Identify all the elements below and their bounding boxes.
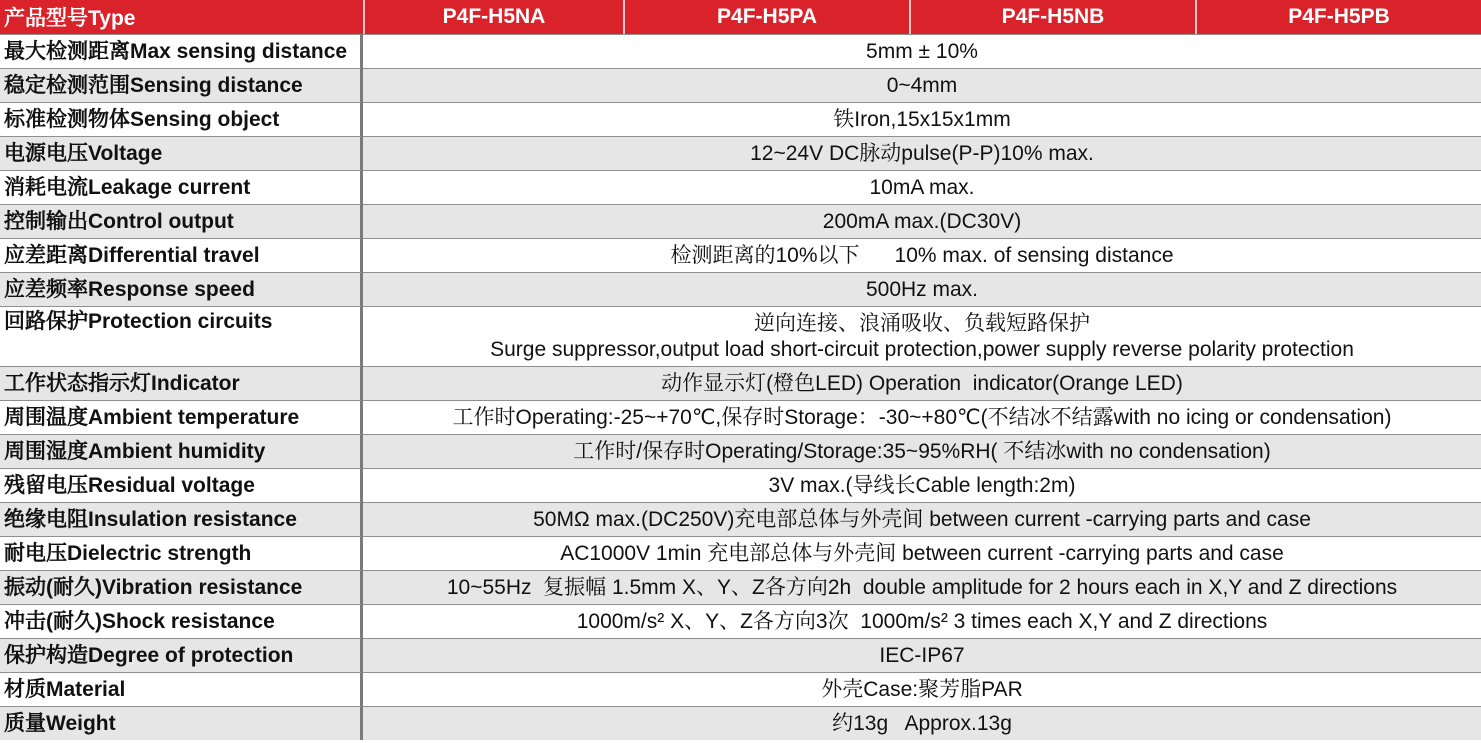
model-p4f-h5na: P4F-H5NA (363, 0, 623, 34)
spec-value (363, 204, 1481, 238)
spec-label: 周围温度Ambient temperature (0, 400, 363, 434)
spec-value (363, 68, 1481, 102)
spec-value-line: 10~55Hz 复振幅 1.5mm X、Y、Z各方向2h double amplitude for 2 hours each in X,Y and Z directions (446, 575, 1398, 599)
spec-value (363, 136, 1481, 170)
spec-label: 材质Material (0, 672, 363, 706)
spec-value-line: 200mA max.(DC30V) (822, 209, 1022, 233)
spec-value-line: 1000m/s² X、Y、Z各方向3次 1000m/s² 3 times each X,Y and Z directions (576, 609, 1268, 633)
spec-value (363, 672, 1481, 706)
spec-value-line: 10mA max. (869, 175, 975, 199)
spec-value (363, 170, 1481, 204)
header-row (0, 0, 1481, 34)
spec-value (363, 502, 1481, 536)
spec-value (363, 706, 1481, 740)
spec-value-line: 0~4mm (886, 73, 958, 97)
spec-label: 控制输出Control output (0, 204, 363, 238)
spec-label: 应差距离Differential travel (0, 238, 363, 272)
spec-value-line: 3V max.(导线长Cable length:2m) (768, 473, 1076, 497)
spec-value-line: 约13g Approx.13g (832, 711, 1012, 735)
spec-value-line: AC1000V 1min 充电部总体与外壳间 between current -carrying parts and case (560, 541, 1284, 565)
model-p4f-h5nb: P4F-H5NB (909, 0, 1195, 34)
spec-label: 耐电压Dielectric strength (0, 536, 363, 570)
spec-value (363, 570, 1481, 604)
spec-value-line: 检测距离的10%以下 10% max. of sensing distance (670, 243, 1174, 267)
model-p4f-h5pb: P4F-H5PB (1195, 0, 1481, 34)
spec-label: 最大检测距离Max sensing distance (0, 34, 363, 68)
spec-value-line: 外壳Case:聚芳脂PAR (821, 677, 1023, 701)
spec-value-line: 500Hz max. (865, 277, 979, 301)
spec-label: 残留电压Residual voltage (0, 468, 363, 502)
spec-label: 电源电压Voltage (0, 136, 363, 170)
spec-value (363, 238, 1481, 272)
spec-value (363, 604, 1481, 638)
model-p4f-h5pa: P4F-H5PA (623, 0, 909, 34)
spec-value-line: Surge suppressor,output load short-circuit protection,power supply reverse polarity protection (490, 337, 1354, 361)
spec-label: 质量Weight (0, 706, 363, 740)
spec-value-line: 12~24V DC脉动pulse(P-P)10% max. (750, 141, 1094, 165)
spec-label: 振动(耐久)Vibration resistance (0, 570, 363, 604)
spec-label: 周围湿度Ambient humidity (0, 434, 363, 468)
spec-value-line: 逆向连接、浪涌吸收、负载短路保护 (754, 311, 1090, 335)
spec-value (363, 34, 1481, 68)
spec-value (363, 306, 1481, 366)
spec-value-line: 50MΩ max.(DC250V)充电部总体与外壳间 between current -carrying parts and case (533, 507, 1311, 531)
spec-value (363, 468, 1481, 502)
spec-label: 稳定检测范围Sensing distance (0, 68, 363, 102)
spec-value (363, 434, 1481, 468)
spec-value (363, 366, 1481, 400)
spec-value-line: IEC-IP67 (879, 643, 965, 667)
spec-label: 冲击(耐久)Shock resistance (0, 604, 363, 638)
spec-label: 应差频率Response speed (0, 272, 363, 306)
spec-label: 工作状态指示灯Indicator (0, 366, 363, 400)
spec-value-line: 工作时/保存时Operating/Storage:35~95%RH( 不结冰with no condensation) (573, 439, 1271, 463)
spec-label: 绝缘电阻Insulation resistance (0, 502, 363, 536)
spec-value-line: 5mm ± 10% (866, 39, 978, 63)
spec-value (363, 272, 1481, 306)
spec-label: 保护构造Degree of protection (0, 638, 363, 672)
spec-label: 回路保护Protection circuits (0, 306, 363, 366)
spec-value (363, 102, 1481, 136)
spec-label: 标准检测物体Sensing object (0, 102, 363, 136)
spec-value-line: 动作显示灯(橙色LED) Operation indicator(Orange LED) (661, 371, 1183, 395)
spec-value (363, 638, 1481, 672)
spec-value-line: 铁Iron,15x15x1mm (833, 107, 1011, 131)
spec-value (363, 400, 1481, 434)
type-label: 产品型号Type (4, 7, 136, 30)
spec-label: 消耗电流Leakage current (0, 170, 363, 204)
spec-value (363, 536, 1481, 570)
spec-value-line: 工作时Operating:-25~+70℃,保存时Storage：-30~+80℃(不结冰不结露with no icing or condensation) (452, 405, 1392, 429)
